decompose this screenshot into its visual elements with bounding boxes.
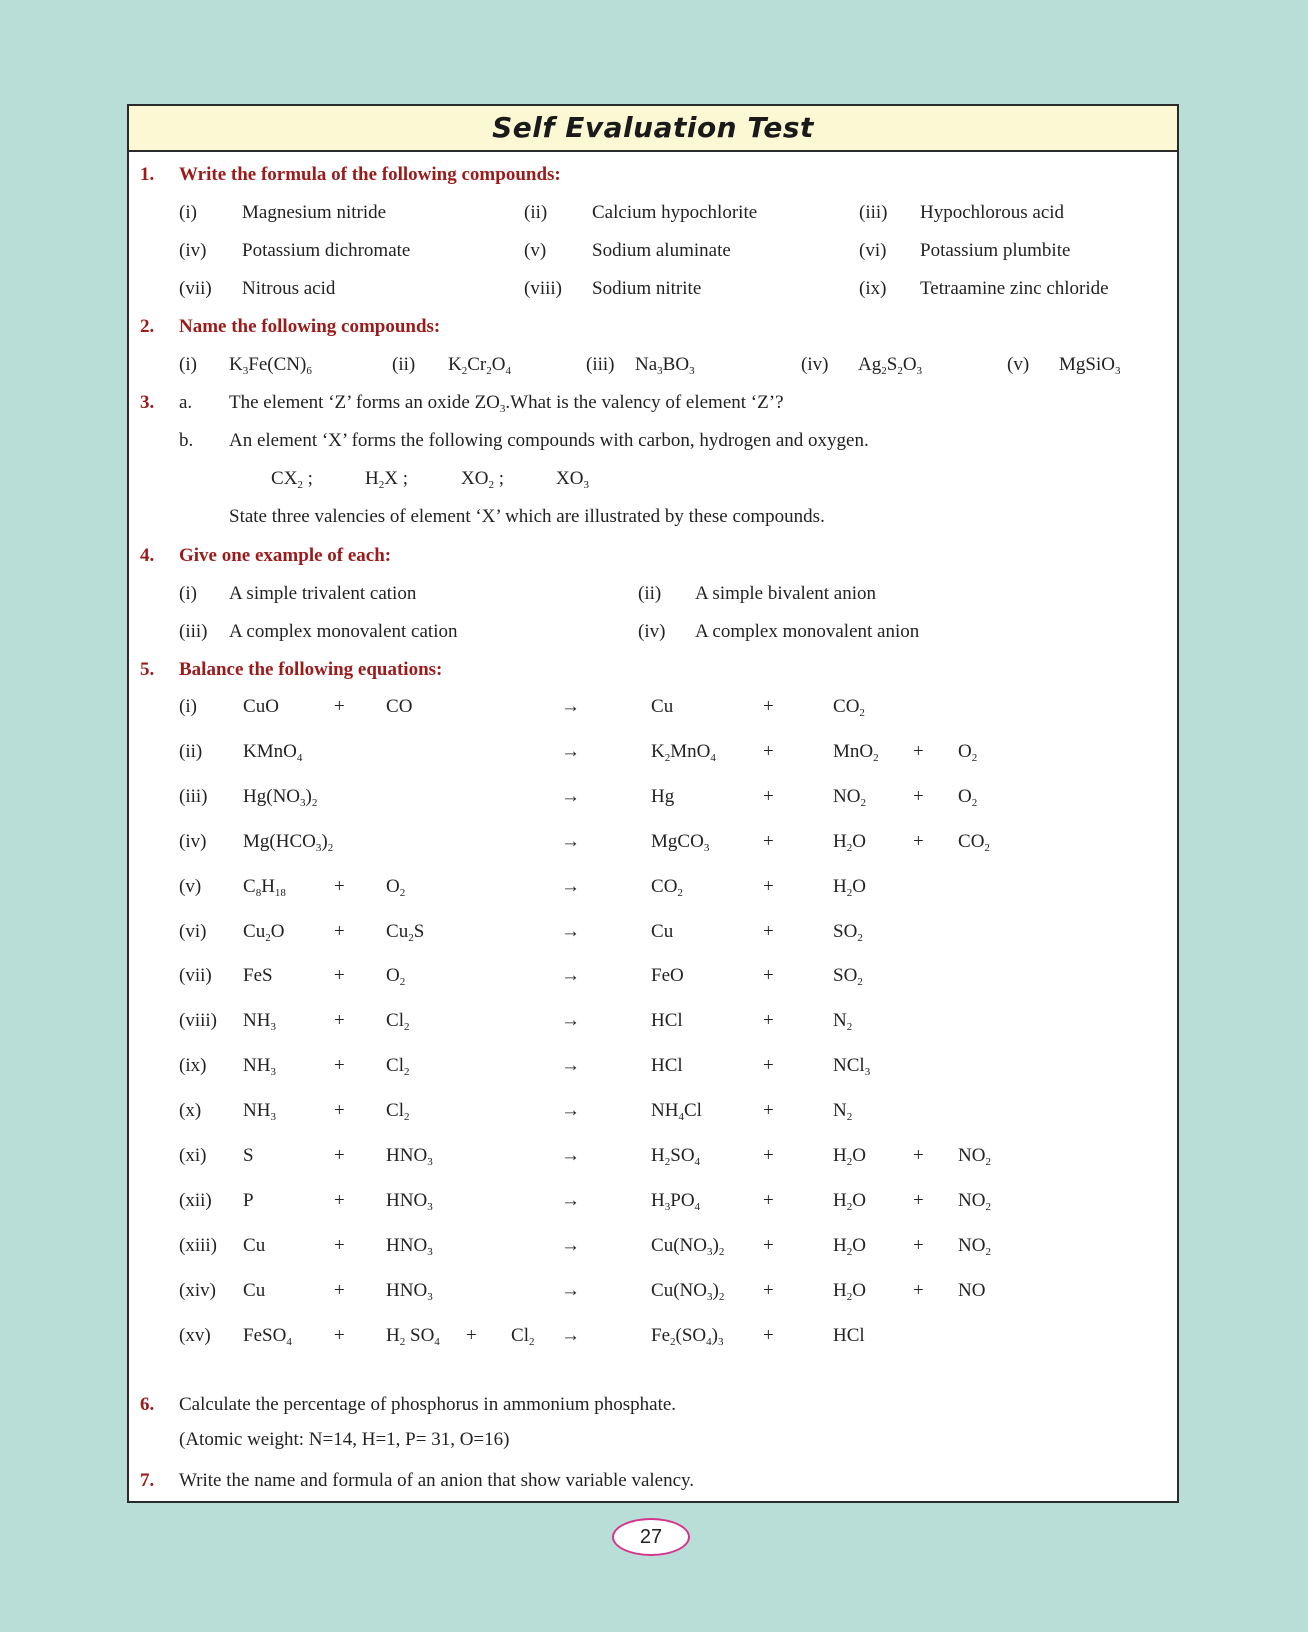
equation-row [129,830,1177,860]
product: $H_2O$ [833,1234,866,1258]
reactant: CuO [243,696,279,717]
reactant: $H_2$ $SO_4$ [386,1324,440,1348]
plus-sign: + [334,1189,345,1211]
question-heading: Give one example of each: [179,545,392,566]
question-heading: Balance the following equations: [179,659,443,680]
product: $CO_2$ [958,830,990,854]
question-number: 2. [140,316,155,337]
arrow-sign: → [561,696,580,717]
equation-label: (x) [179,1100,202,1122]
product: $H_2O$ [833,1279,866,1303]
formula: $K_2Cr_2O_4$ [448,354,511,377]
product: $Fe_2(SO_4)_3$ [651,1324,724,1348]
plus-sign: + [763,965,774,987]
plus-sign: + [913,1189,924,1211]
product: MgCO$_3$ [651,830,710,854]
item-label: (iii) [586,354,615,375]
product: HCl [651,1010,683,1032]
formula: $K_3Fe(CN)_6$ [229,354,312,377]
equation-label: (i) [179,696,197,717]
equation-row [129,1234,1177,1264]
reactant: CO [386,696,413,717]
formula: MgSiO$_3$ [1059,354,1121,377]
page-number: 27 [612,1518,690,1556]
question-number: 6. [140,1394,155,1415]
item-label: (vii) [179,278,212,299]
item-label: (i) [179,354,197,375]
product: $H_3PO_4$ [651,1189,701,1213]
reactant: $Cl_2$ [386,1010,410,1034]
plus-sign: + [763,1100,774,1122]
product: $CO_2$ [651,875,683,899]
plus-sign: + [763,785,774,807]
arrow-sign: → [561,1055,580,1077]
question-number: 1. [140,164,155,185]
test-panel [127,104,1179,1503]
product: Cu [651,696,674,717]
page-title: Self Evaluation Test [129,106,1177,152]
product: Cu [651,920,674,942]
item-label: (vi) [859,240,887,261]
product: $H_2O$ [833,830,866,854]
product: $NO_2$ [958,1189,991,1213]
equation-label: (xv) [179,1324,211,1346]
question-text: Write the name and formula of an anion that show variable valency. [179,1470,695,1491]
item-label: (v) [524,240,547,261]
reactant: Cu [243,1279,266,1301]
item-text: A complex monovalent anion [695,621,920,642]
product: $N_2$ [833,1100,853,1124]
equation-label: (v) [179,875,202,897]
formula: $CX_2$ ; [271,468,313,491]
item-label: (i) [179,583,197,604]
product: $SO_2$ [833,920,863,944]
question-heading: Write the formula of the following compounds: [179,164,561,185]
arrow-sign: → [561,1234,580,1256]
reactant: $Cl_2$ [511,1324,535,1348]
reactant: $O_2$ [386,875,406,899]
item-text: Sodium nitrite [592,278,702,299]
item-label: (i) [179,202,197,223]
equation-row [129,1324,1177,1354]
equation-row [129,1009,1177,1039]
plus-sign: + [913,785,924,807]
plus-sign: + [334,1279,345,1301]
question-number: 5. [140,659,155,680]
sub-label: a. [179,392,193,413]
plus-sign: + [763,830,774,852]
plus-sign: + [763,875,774,897]
question-text: State three valencies of element ‘X’ which are illustrated by these compounds. [229,506,825,527]
item-label: (iv) [179,240,207,261]
arrow-sign: → [561,1189,580,1211]
reactant: $NH_3$ [243,1010,276,1034]
product: HCl [651,1055,683,1077]
product: FeO [651,965,684,987]
plus-sign: + [334,1100,345,1122]
equation-label: (ix) [179,1055,207,1077]
product: $K_2MnO_4$ [651,740,716,764]
product: NO [958,1279,986,1301]
plus-sign: + [334,1055,345,1077]
product: $H_2O$ [833,875,866,899]
product: $O_2$ [958,785,978,809]
question-text: Calculate the percentage of phosphorus in ammonium phosphate. [179,1394,677,1415]
plus-sign: + [763,920,774,942]
equation-label: (vii) [179,965,212,987]
plus-sign: + [334,920,345,942]
product: MnO$_2$ [833,740,879,764]
equation-label: (ii) [179,740,203,762]
reactant: S [243,1145,254,1166]
question-number: 7. [140,1470,155,1491]
plus-sign: + [763,1279,774,1301]
arrow-sign: → [561,785,580,807]
arrow-sign: → [561,1145,580,1166]
equation-label: (xiii) [179,1234,217,1256]
reactant: Cu [243,1234,266,1256]
item-label: (ii) [638,583,662,604]
equation-label: (xi) [179,1145,207,1166]
equation-row [129,785,1177,815]
item-text: Potassium plumbite [920,240,1071,261]
equation-row [129,875,1177,905]
sub-label: b. [179,430,194,451]
item-text: Calcium hypochlorite [592,202,758,223]
plus-sign: + [334,696,345,717]
question-text: The element ‘Z’ forms an oxide $ZO_3.What$ is the valency of element ‘Z’? [229,392,784,415]
plus-sign: + [763,740,774,762]
product: Hg [651,785,675,807]
equation-label: (vi) [179,920,207,942]
item-text: Hypochlorous acid [920,202,1065,223]
product: $CO_2$ [833,696,865,719]
item-label: (iii) [179,621,208,642]
equation-row [129,964,1177,994]
reactant: $Cu_2S$ [386,920,425,944]
arrow-sign: → [561,920,580,942]
equation-row [129,1279,1177,1309]
reactant: $HNO_3$ [386,1279,433,1303]
plus-sign: + [763,1234,774,1256]
plus-sign: + [763,696,774,717]
reactant: $Hg(NO_3)_2$ [243,785,318,809]
equation-row [129,740,1177,770]
item-label: (ix) [859,278,887,299]
reactant: FeSO$_4$ [243,1324,292,1348]
question-number: 4. [140,545,155,566]
plus-sign: + [913,1234,924,1256]
formula: $XO_3$ [556,468,589,491]
plus-sign: + [913,1145,924,1166]
item-text: Potassium dichromate [242,240,411,261]
equation-row [129,1144,1177,1174]
item-label: (iv) [801,354,829,375]
plus-sign: + [466,1324,477,1346]
reactant: $NH_3$ [243,1100,276,1124]
plus-sign: + [763,1055,774,1077]
product: $H_2SO_4$ [651,1145,701,1168]
reactant: $Cl_2$ [386,1100,410,1124]
reactant: $Mg(HCO_3)_2$ [243,830,334,854]
equation-row [129,695,1177,725]
question-number: 3. [140,392,155,413]
equation-label: (iv) [179,830,207,852]
plus-sign: + [334,965,345,987]
plus-sign: + [334,875,345,897]
reactant: $Cl_2$ [386,1055,410,1079]
reactant: $O_2$ [386,965,406,989]
plus-sign: + [334,1010,345,1032]
arrow-sign: → [561,965,580,987]
product: $O_2$ [958,740,978,764]
reactant: FeS [243,965,273,987]
product: NCl$_3$ [833,1055,871,1079]
reactant: P [243,1189,254,1211]
product: $H_2O$ [833,1189,866,1213]
product: $Cu(NO_3)_2$ [651,1279,725,1303]
reactant: $Cu_2O$ [243,920,285,944]
formula: $H_2X$ ; [365,468,408,491]
reactant: $HNO_3$ [386,1145,433,1168]
plus-sign: + [913,1279,924,1301]
item-label: (v) [1007,354,1030,375]
product: $NO_2$ [958,1234,991,1258]
item-text: Magnesium nitride [242,202,387,223]
item-label: (viii) [524,278,562,299]
item-label: (iii) [859,202,888,223]
reactant: $C_8H_{18}$ [243,875,286,899]
plus-sign: + [334,1145,345,1166]
reactant: KMnO$_4$ [243,740,303,764]
product: $H_2O$ [833,1145,866,1168]
arrow-sign: → [561,1010,580,1032]
arrow-sign: → [561,1324,580,1346]
item-text: A simple trivalent cation [229,583,417,604]
formula: $Na_3BO_3$ [635,354,695,377]
reactant: $HNO_3$ [386,1189,433,1213]
plus-sign: + [763,1145,774,1166]
arrow-sign: → [561,875,580,897]
product: $NO_2$ [958,1145,991,1168]
plus-sign: + [763,1010,774,1032]
equation-label: (xiv) [179,1279,216,1301]
item-text: Tetraamine zinc chloride [920,278,1109,299]
arrow-sign: → [561,830,580,852]
plus-sign: + [763,1324,774,1346]
reactant: $HNO_3$ [386,1234,433,1258]
formula: $XO_2$ ; [461,468,504,491]
item-text: A simple bivalent anion [695,583,877,604]
reactant: $NH_3$ [243,1055,276,1079]
item-text: Nitrous acid [242,278,336,299]
plus-sign: + [334,1234,345,1256]
item-text: Sodium aluminate [592,240,731,261]
arrow-sign: → [561,1279,580,1301]
item-label: (ii) [392,354,416,375]
equation-row [129,1189,1177,1219]
arrow-sign: → [561,1100,580,1122]
equation-label: (viii) [179,1010,217,1032]
equation-label: (iii) [179,785,208,807]
item-text: A complex monovalent cation [229,621,458,642]
product: $Cu(NO_3)_2$ [651,1234,725,1258]
arrow-sign: → [561,740,580,762]
equation-row [129,1099,1177,1129]
product: HCl [833,1324,865,1346]
plus-sign: + [334,1324,345,1346]
equation-row [129,1054,1177,1084]
product: $N_2$ [833,1010,853,1034]
plus-sign: + [913,740,924,762]
question-heading: Name the following compounds: [179,316,441,337]
plus-sign: + [913,830,924,852]
equation-label: (xii) [179,1189,212,1211]
question-text: (Atomic weight: N=14, H=1, P= 31, O=16) [179,1429,510,1450]
item-label: (iv) [638,621,666,642]
plus-sign: + [763,1189,774,1211]
product: $NH_4Cl$ [651,1100,702,1124]
item-label: (ii) [524,202,548,223]
equation-row [129,920,1177,950]
product: $NO_2$ [833,785,866,809]
formula: $Ag_2S_2O_3$ [858,354,923,377]
product: $SO_2$ [833,965,863,989]
question-text: An element ‘X’ forms the following compounds with carbon, hydrogen and oxygen. [229,430,869,451]
